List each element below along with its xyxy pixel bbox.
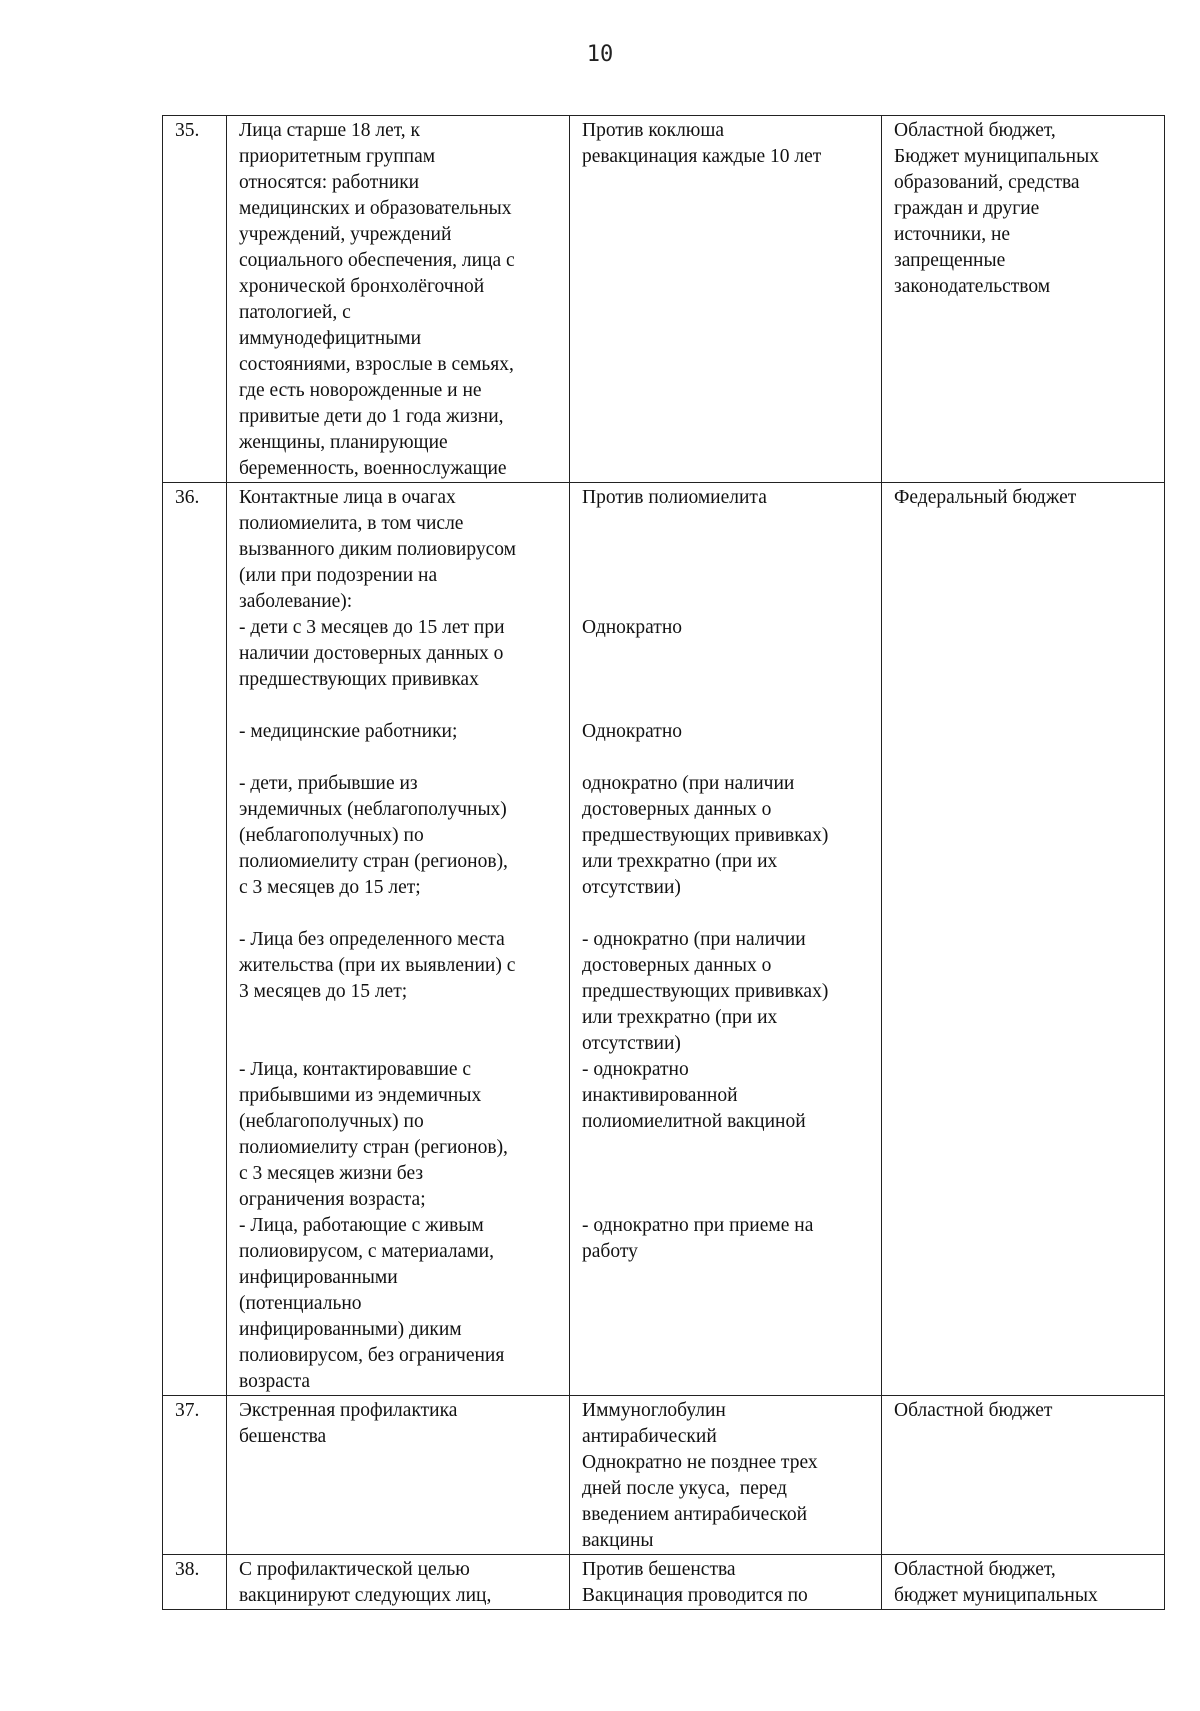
contingent-cell [227, 1555, 570, 1610]
contingent-line: вакцинируют следующих лиц, [239, 1585, 492, 1606]
contingent-group [239, 1213, 559, 1395]
row-number-cell [163, 1555, 227, 1610]
contingent-line: учреждений, учреждений [239, 224, 452, 245]
vaccination-line: однократно (при наличии [582, 773, 795, 794]
contingent-group [239, 771, 559, 901]
vaccination-line: - однократно (при наличии [582, 929, 806, 950]
line-gap [582, 901, 871, 927]
contingent-line: привитые дети до 1 года жизни, [239, 406, 504, 427]
contingent-line: социального обеспечения, лица с [239, 250, 515, 271]
table-row [163, 1396, 1165, 1555]
line-gap [582, 589, 871, 615]
row-number-cell [163, 483, 227, 1396]
line-gap [239, 745, 559, 771]
vaccination-line: Вакцинация проводится по [582, 1585, 808, 1606]
contingent-line: - дети, прибывшие из [239, 773, 418, 794]
contingent-group [239, 719, 559, 745]
contingent-line: полиовирусом, без ограничения [239, 1345, 505, 1366]
contingent-line: бешенства [239, 1426, 327, 1447]
contingent-line: (неблагополучных) по [239, 1111, 424, 1132]
contingent-group [239, 615, 559, 693]
vaccination-group [582, 719, 871, 745]
line-gap [582, 1291, 871, 1317]
vaccination-line: полиомиелитной вакциной [582, 1111, 806, 1132]
contingent-cell [227, 483, 570, 1396]
funding-line: граждан и другие [894, 198, 1040, 219]
vaccination-line: предшествующих прививках) [582, 981, 829, 1002]
contingent-line: вызванного диким полиовирусом [239, 539, 516, 560]
vaccination-line: вакцины [582, 1530, 654, 1551]
vaccination-group [582, 1213, 871, 1395]
contingent-line: - Лица, контактировавшие с [239, 1059, 472, 1080]
line-gap [582, 511, 871, 537]
contingent-line: (или при подозрении на [239, 565, 438, 586]
line-gap [239, 1031, 559, 1057]
contingent-line: с 3 месяцев жизни без [239, 1163, 424, 1184]
funding-line: Бюджет муниципальных [894, 146, 1099, 167]
line-gap [582, 693, 871, 719]
vaccination-line: - однократно при приеме на [582, 1215, 814, 1236]
contingent-line: полиовирусом, с материалами, [239, 1241, 494, 1262]
row-number: 35. [175, 120, 200, 141]
line-gap [239, 1005, 559, 1031]
funding-line: Областной бюджет [894, 1400, 1053, 1421]
vaccination-line: отсутствии) [582, 1033, 681, 1054]
vaccination-line: дней после укуса, перед [582, 1478, 787, 1499]
funding-cell [882, 1555, 1165, 1610]
contingent-line: патологией, с [239, 302, 351, 323]
contingent-line: прибывшими из эндемичных [239, 1085, 482, 1106]
contingent-line: 3 месяцев до 15 лет; [239, 981, 408, 1002]
contingent-line: инфицированными) диким [239, 1319, 462, 1340]
funding-line: запрещенные [894, 250, 1006, 271]
contingent-line: хронической бронхолёгочной [239, 276, 485, 297]
row-number-cell [163, 116, 227, 483]
contingent-line: полиомиелита, в том числе [239, 513, 464, 534]
line-gap [582, 1187, 871, 1213]
vaccination-line: введением антирабической [582, 1504, 808, 1525]
vaccination-intro [582, 485, 871, 511]
vaccination-group [582, 771, 871, 901]
funding-line: образований, средства [894, 172, 1080, 193]
contingent-line: (потенциально [239, 1293, 362, 1314]
contingent-cell [227, 116, 570, 483]
contingent-line: где есть новорожденные и не [239, 380, 482, 401]
contingent-line: Лица старше 18 лет, к [239, 120, 421, 141]
line-gap [239, 693, 559, 719]
vaccination-line: или трехкратно (при их [582, 1007, 778, 1028]
contingent-line: женщины, планирующие [239, 432, 448, 453]
line-gap [582, 1317, 871, 1343]
row-number: 37. [175, 1400, 200, 1421]
line-gap [582, 1369, 871, 1395]
vaccination-group [582, 927, 871, 1057]
vaccination-line: отсутствии) [582, 877, 681, 898]
funding-line: Федеральный бюджет [894, 487, 1077, 508]
contingent-group [239, 1057, 559, 1213]
row-number-cell [163, 1396, 227, 1555]
contingent-line: заболевание): [239, 591, 353, 612]
line-gap [582, 667, 871, 693]
line-gap [582, 1161, 871, 1187]
line-gap [582, 1343, 871, 1369]
contingent-line: беременность, военнослужащие [239, 458, 507, 479]
vaccination-line: Однократно не позднее трех [582, 1452, 818, 1473]
contingent-line: - Лица без определенного места [239, 929, 505, 950]
row-number: 38. [175, 1559, 200, 1580]
contingent-line: Экстренная профилактика [239, 1400, 458, 1421]
vaccination-line: Иммуноглобулин [582, 1400, 726, 1421]
funding-line: Областной бюджет, [894, 120, 1056, 141]
table-row [163, 1555, 1165, 1610]
row-number: 36. [175, 487, 200, 508]
vaccination-group [582, 1057, 871, 1213]
contingent-line: наличии достоверных данных о [239, 643, 504, 664]
contingent-line: возраста [239, 1371, 311, 1392]
contingent-line: полиомиелиту стран (регионов), [239, 851, 508, 872]
funding-cell [882, 116, 1165, 483]
contingent-line: - медицинские работники; [239, 721, 458, 742]
contingent-line: - Лица, работающие с живым [239, 1215, 484, 1236]
contingent-line: жительства (при их выявлении) с [239, 955, 516, 976]
contingent-line: эндемичных (неблагополучных) [239, 799, 507, 820]
contingent-line: относятся: работники [239, 172, 420, 193]
vaccination-cell [570, 116, 882, 483]
vaccination-line: достоверных данных о [582, 799, 772, 820]
funding-line: законодательством [894, 276, 1051, 297]
vaccination-line: - однократно [582, 1059, 689, 1080]
contingent-line: с 3 месяцев до 15 лет; [239, 877, 421, 898]
contingent-line: приоритетным группам [239, 146, 436, 167]
vaccination-line: достоверных данных о [582, 955, 772, 976]
contingent-line: Контактные лица в очагах [239, 487, 456, 508]
table-row [163, 116, 1165, 483]
vaccination-line: Однократно [582, 721, 683, 742]
table-row [163, 483, 1165, 1396]
contingent-line: ограничения возраста; [239, 1189, 426, 1210]
contingent-intro [239, 485, 559, 615]
vaccination-line: Против коклюша [582, 120, 725, 141]
vaccination-line: инактивированной [582, 1085, 738, 1106]
vaccination-line: работу [582, 1241, 638, 1262]
vaccination-line: Против бешенства [582, 1559, 736, 1580]
funding-cell [882, 483, 1165, 1396]
funding-line: источники, не [894, 224, 1011, 245]
line-gap [239, 901, 559, 927]
funding-line: бюджет муниципальных [894, 1585, 1098, 1606]
line-gap [582, 1265, 871, 1291]
contingent-line: полиомиелиту стран (регионов), [239, 1137, 508, 1158]
contingent-line: предшествующих прививках [239, 669, 479, 690]
vaccination-cell [570, 1396, 882, 1555]
vaccination-line: Против полиомиелита [582, 487, 767, 508]
table-body [163, 116, 1165, 1610]
contingent-line: инфицированными [239, 1267, 398, 1288]
funding-cell [882, 1396, 1165, 1555]
contingent-line: иммунодефицитными [239, 328, 422, 349]
contingent-line: (неблагополучных) по [239, 825, 424, 846]
vaccination-line: или трехкратно (при их [582, 851, 778, 872]
vaccination-table [162, 115, 1165, 1610]
funding-line: Областной бюджет, [894, 1559, 1056, 1580]
contingent-group [239, 927, 559, 1057]
contingent-line: С профилактической целью [239, 1559, 470, 1580]
contingent-line: - дети с 3 месяцев до 15 лет при [239, 617, 505, 638]
vaccination-line: Однократно [582, 617, 683, 638]
vaccination-cell [570, 1555, 882, 1610]
line-gap [582, 641, 871, 667]
vaccination-line: антирабический [582, 1426, 717, 1447]
vaccination-line: предшествующих прививках) [582, 825, 829, 846]
contingent-cell [227, 1396, 570, 1555]
line-gap [582, 745, 871, 771]
contingent-line: медицинских и образовательных [239, 198, 512, 219]
vaccination-group [582, 615, 871, 693]
vaccination-line: ревакцинация каждые 10 лет [582, 146, 822, 167]
contingent-line: состояниями, взрослые в семьях, [239, 354, 514, 375]
line-gap [582, 563, 871, 589]
vaccination-cell [570, 483, 882, 1396]
line-gap [582, 537, 871, 563]
page-number: 10 [586, 42, 614, 67]
line-gap [582, 1135, 871, 1161]
